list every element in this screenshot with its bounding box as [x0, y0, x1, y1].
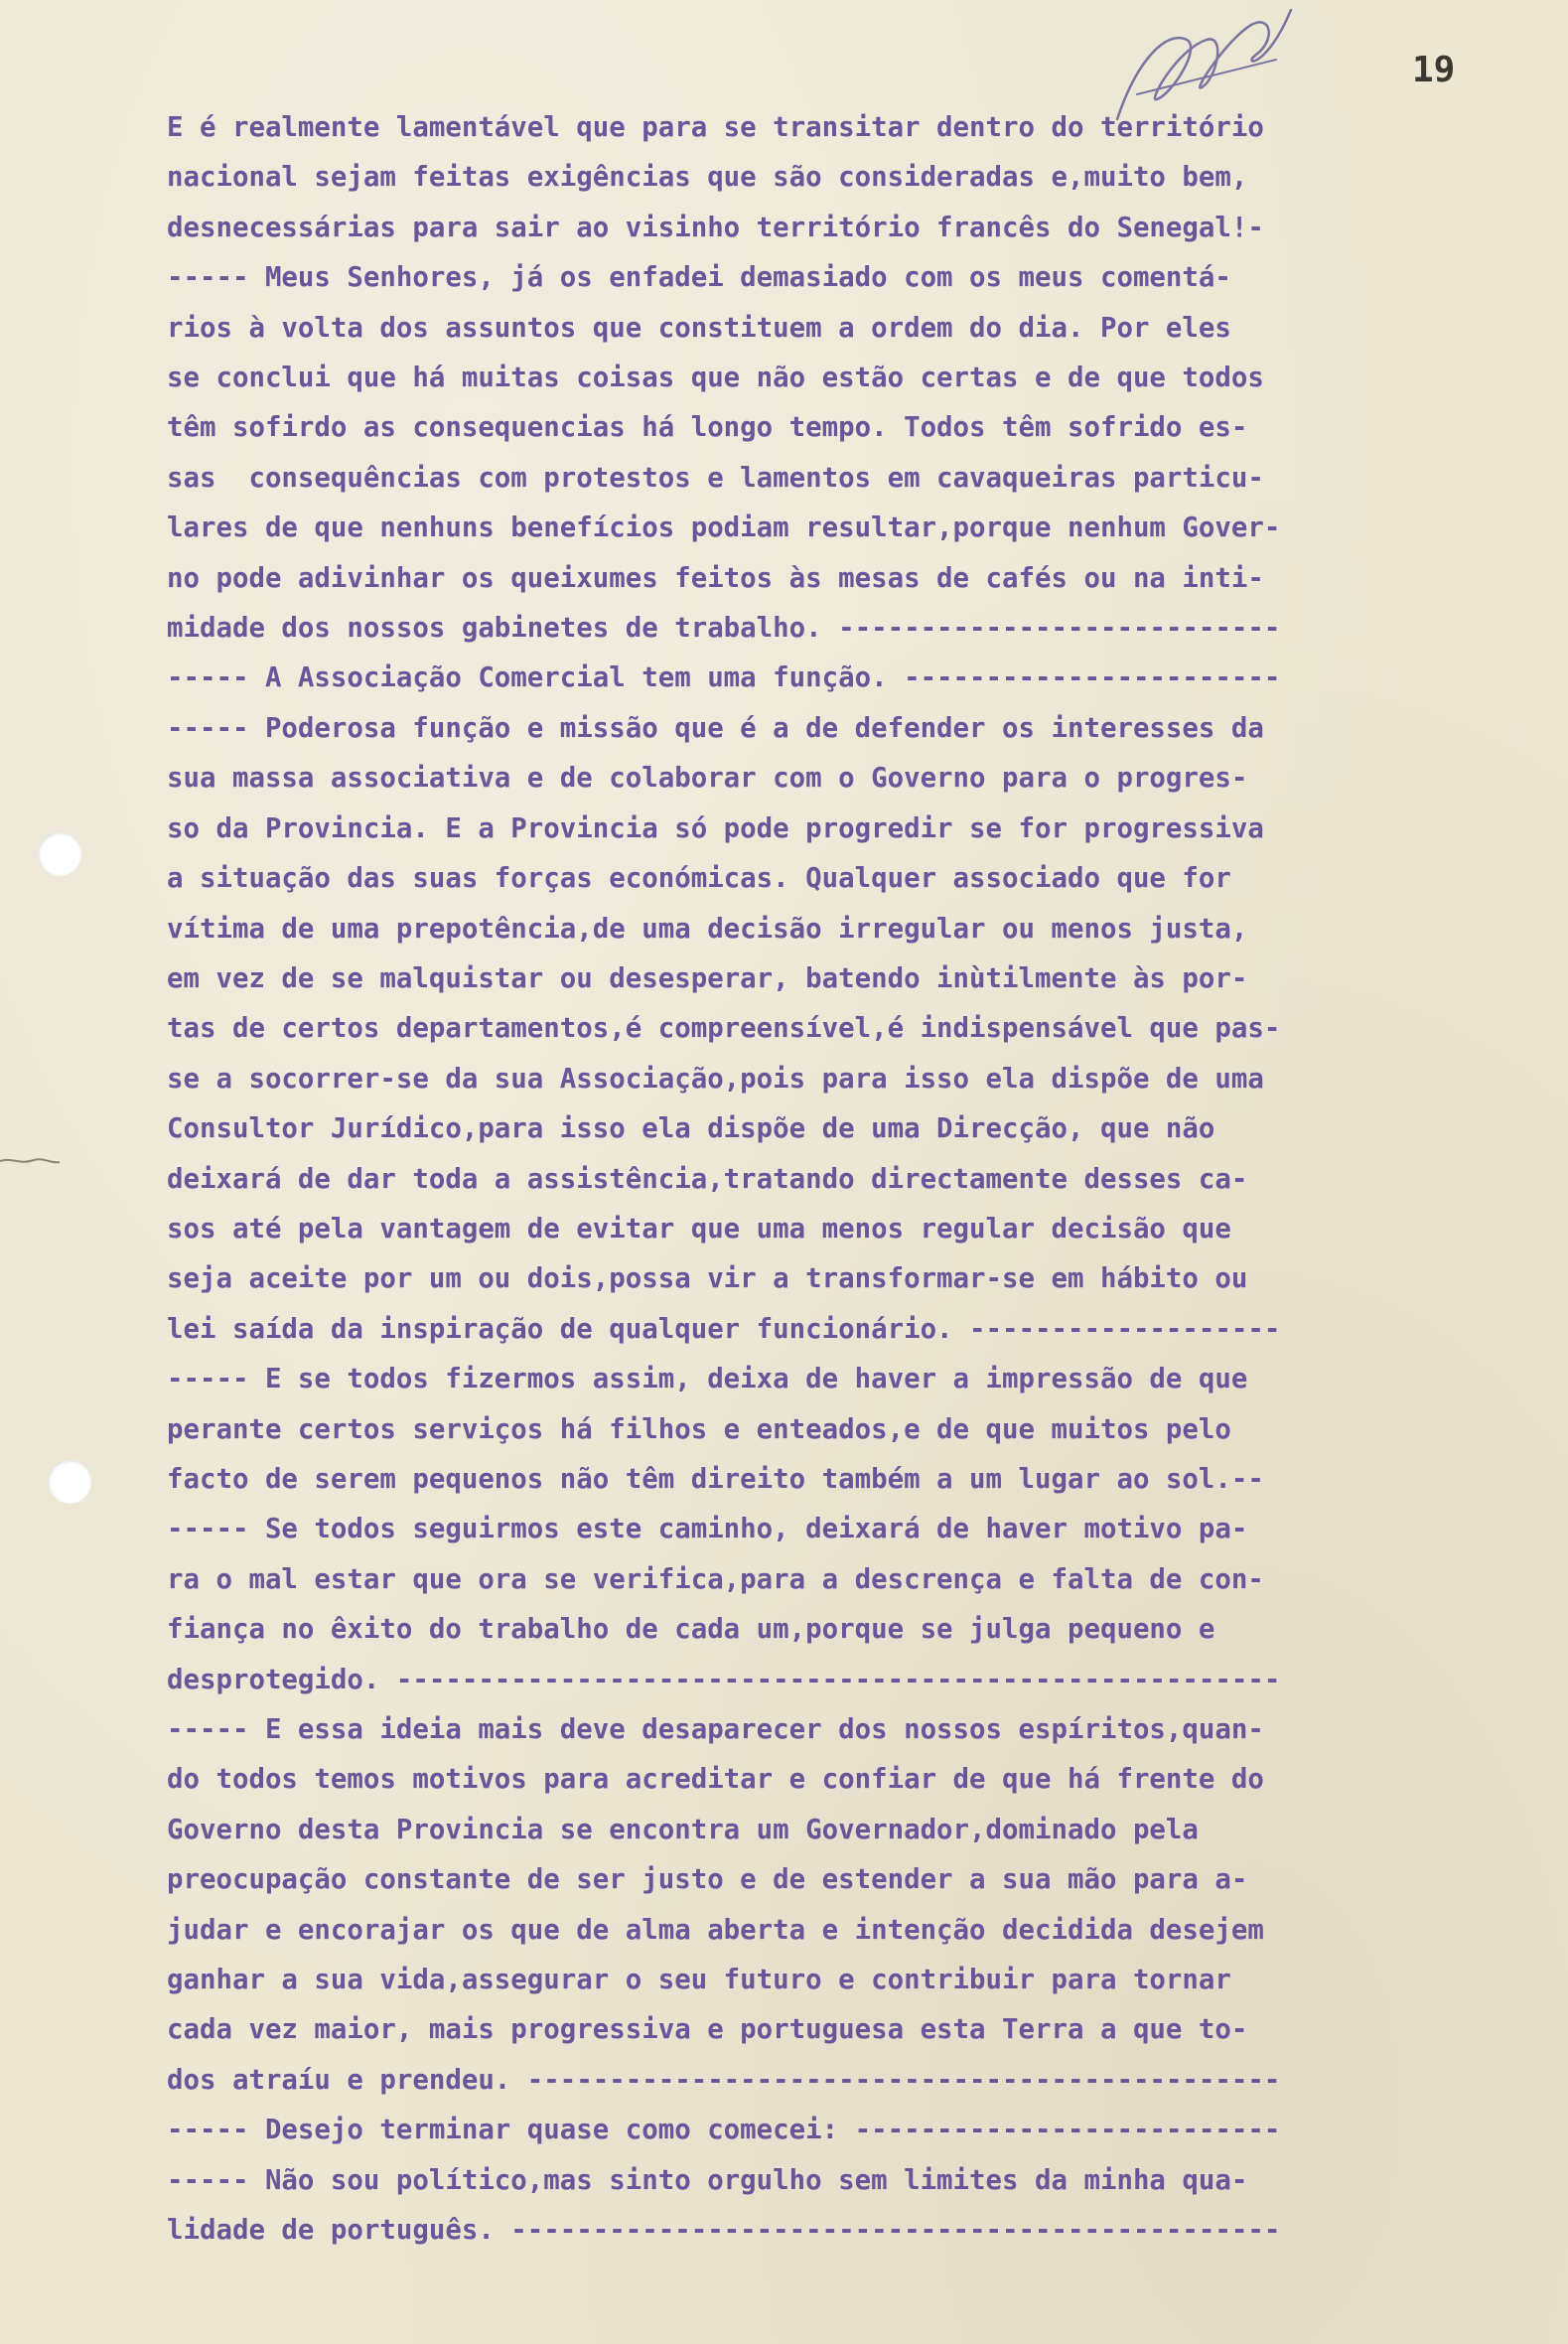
- text-line: judar e encorajar os que de alma aberta e intenção decidida desejem: [167, 1914, 1264, 1946]
- text-line: fiança no êxito do trabalho de cada um,porque se julga pequeno e: [167, 1614, 1215, 1646]
- text-line: perante certos serviços há filhos e enteados,e de que muitos pelo: [167, 1413, 1231, 1445]
- text-line: ----- E se todos fizermos assim, deixa de haver a impressão de que: [167, 1364, 1248, 1395]
- text-line: preocupação constante de ser justo e de estender a sua mão para a-: [167, 1864, 1248, 1896]
- text-line: lares de que nenhuns benefícios podiam resultar,porque nenhum Gover-: [167, 513, 1281, 544]
- text-line: deixará de dar toda a assistência,tratando directamente desses ca-: [167, 1163, 1248, 1195]
- text-line: ----- A Associação Comercial tem uma função. -----------------------: [167, 662, 1281, 694]
- text-line: Consultor Jurídico,para isso ela dispõe de uma Direcção, que não: [167, 1113, 1215, 1145]
- text-line: desprotegido. ------------------------------------------------------: [167, 1664, 1281, 1695]
- text-line: Governo desta Provincia se encontra um Governador,dominado pela: [167, 1814, 1199, 1845]
- text-line: sas consequências com protestos e lamentos em cavaqueiras particu-: [167, 462, 1264, 494]
- punch-hole: [38, 832, 81, 876]
- typewritten-body: [167, 103, 1557, 2256]
- text-line: vítima de uma prepotência,de uma decisão irregular ou menos justa,: [167, 913, 1248, 945]
- text-line: so da Provincia. E a Provincia só pode progredir se for progressiva: [167, 812, 1264, 844]
- text-line: ----- Não sou político,mas sinto orgulho sem limites da minha qua-: [167, 2164, 1248, 2196]
- text-line: se a socorrer-se da sua Associação,pois para isso ela dispõe de uma: [167, 1063, 1264, 1095]
- text-line: a situação das suas forças económicas. Qualquer associado que for: [167, 863, 1231, 895]
- text-line: no pode adivinhar os queixumes feitos às mesas de cafés ou na inti-: [167, 562, 1264, 594]
- text-line: ----- Meus Senhores, já os enfadei demasiado com os meus comentá-: [167, 262, 1231, 294]
- text-line: seja aceite por um ou dois,possa vir a transformar-se em hábito ou: [167, 1263, 1248, 1295]
- text-line: ----- E essa ideia mais deve desaparecer dos nossos espíritos,quan-: [167, 1714, 1264, 1745]
- text-line: tas de certos departamentos,é compreensível,é indispensável que pas-: [167, 1013, 1281, 1045]
- text-line: sua massa associativa e de colaborar com o Governo para o progres-: [167, 763, 1248, 795]
- text-line: do todos temos motivos para acreditar e confiar de que há frente do: [167, 1764, 1264, 1796]
- text-line: nacional sejam feitas exigências que são consideradas e,muito bem,: [167, 162, 1248, 194]
- text-line: midade dos nossos gabinetes de trabalho. ---------------------------: [167, 613, 1281, 645]
- text-line: sos até pela vantagem de evitar que uma menos regular decisão que: [167, 1213, 1231, 1245]
- page-number: 19: [1412, 50, 1456, 90]
- edge-tear-mark: [0, 1154, 60, 1168]
- text-line: facto de serem pequenos não têm direito também a um lugar ao sol.--: [167, 1463, 1264, 1495]
- text-line: ----- Poderosa função e missão que é a de defender os interesses da: [167, 712, 1264, 744]
- text-line: lei saída da inspiração de qualquer funcionário. -------------------: [167, 1313, 1281, 1345]
- text-line: E é realmente lamentável que para se transitar dentro do território: [167, 112, 1264, 143]
- text-line: desnecessárias para sair ao visinho território francês do Senegal!-: [167, 212, 1264, 243]
- text-line: cada vez maior, mais progressiva e portuguesa esta Terra a que to-: [167, 2014, 1248, 2046]
- text-line: dos atraíu e prendeu. ----------------------------------------------: [167, 2064, 1281, 2096]
- text-line: rios à volta dos assuntos que constituem a ordem do dia. Por eles: [167, 312, 1231, 344]
- text-line: lidade de português. -----------------------------------------------: [167, 2215, 1281, 2247]
- text-line: ----- Desejo terminar quase como comecei: --------------------------: [167, 2115, 1281, 2146]
- punch-hole: [48, 1460, 91, 1504]
- text-line: ganhar a sua vida,assegurar o seu futuro e contribuir para tornar: [167, 1965, 1231, 1996]
- text-line: têm sofirdo as consequencias há longo tempo. Todos têm sofrido es-: [167, 412, 1248, 444]
- text-line: ra o mal estar que ora se verifica,para a descrença e falta de con-: [167, 1563, 1264, 1595]
- text-line: em vez de se malquistar ou desesperar, batendo inùtilmente às por-: [167, 962, 1248, 994]
- text-line: se conclui que há muitas coisas que não estão certas e de que todos: [167, 363, 1264, 394]
- text-line: ----- Se todos seguirmos este caminho, deixará de haver motivo pa-: [167, 1514, 1248, 1545]
